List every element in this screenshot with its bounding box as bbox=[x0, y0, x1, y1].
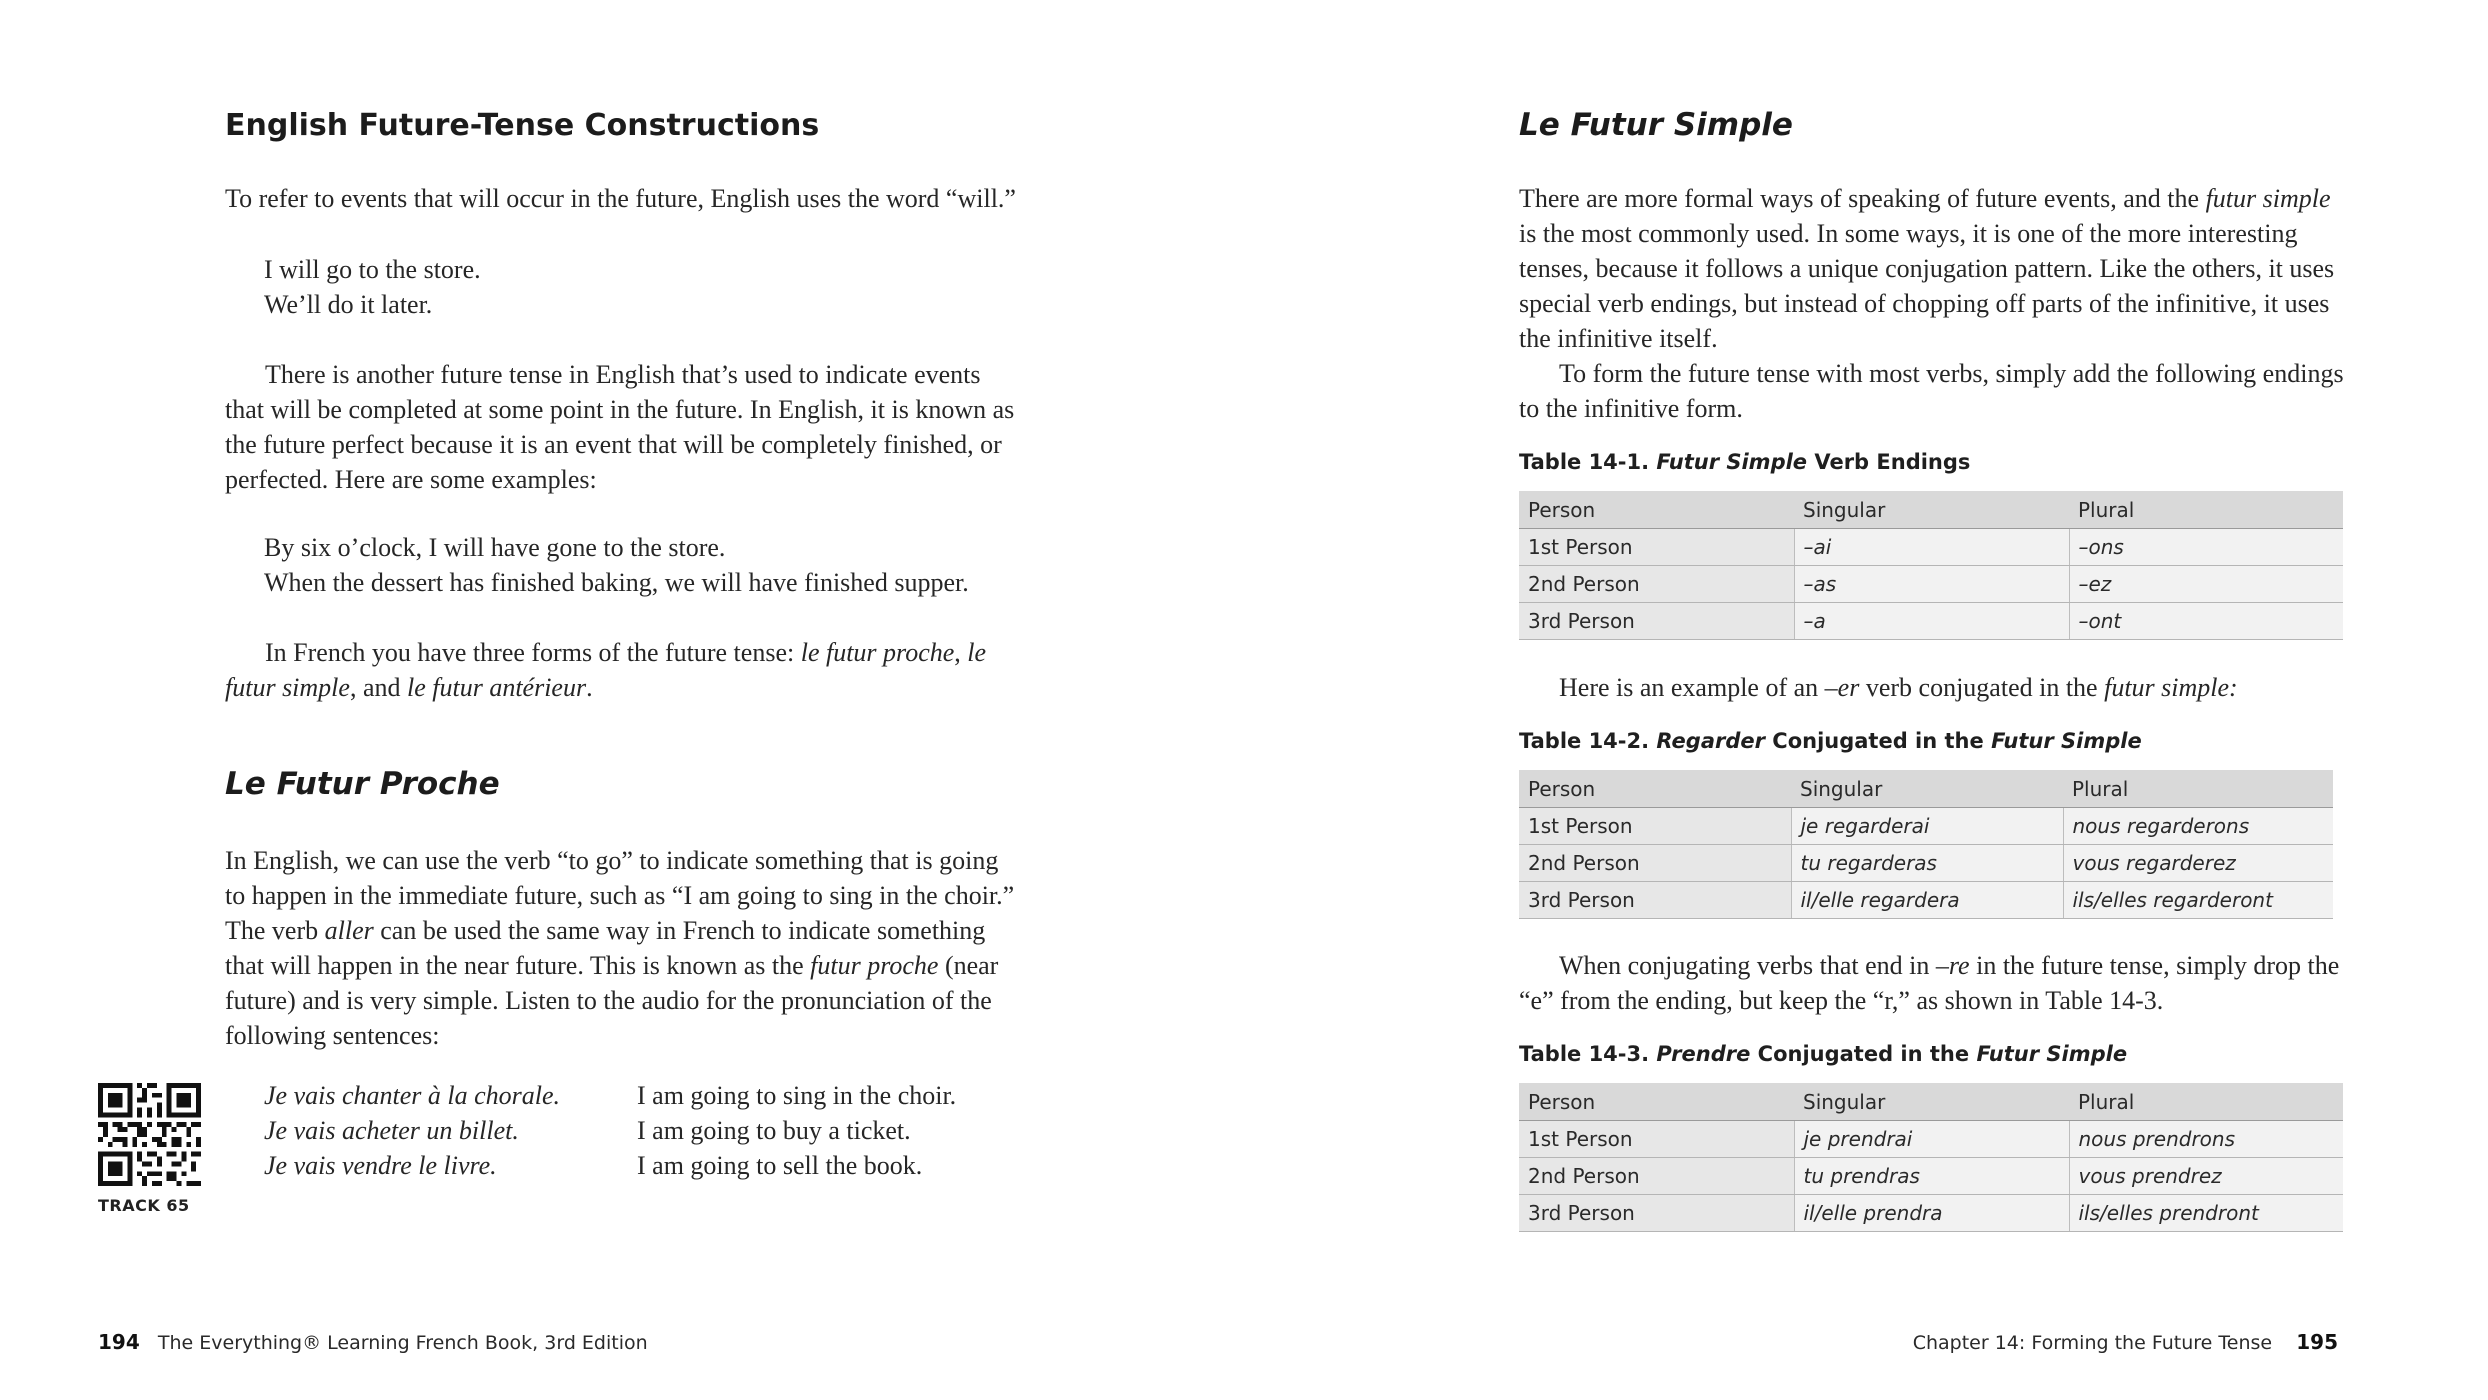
table-cell: nous regarderons bbox=[2063, 808, 2333, 845]
table-cell: tu prendras bbox=[1794, 1158, 2069, 1195]
table-cell: nous prendrons bbox=[2069, 1121, 2343, 1158]
table-cell: –a bbox=[1794, 603, 2069, 640]
table-cell: tu regarderas bbox=[1791, 845, 2063, 882]
sentence-row bbox=[264, 1113, 956, 1148]
perfect-examples bbox=[264, 530, 969, 600]
intro-paragraph: To refer to events that will occur in the future, English uses the word “will.” bbox=[225, 184, 1016, 213]
table-cell: ils/elles regarderont bbox=[2063, 882, 2333, 919]
table-cell: –ez bbox=[2069, 566, 2343, 603]
column-header: Singular bbox=[1794, 491, 2069, 529]
table-row bbox=[1519, 845, 2333, 882]
table-cell: 3rd Person bbox=[1519, 882, 1791, 919]
table-row bbox=[1519, 882, 2333, 919]
sentence-row bbox=[264, 1078, 956, 1113]
table-cell: ils/elles prendront bbox=[2069, 1195, 2343, 1232]
table-prendre bbox=[1519, 1083, 2343, 1232]
table-row bbox=[1519, 1158, 2343, 1195]
simple-paragraph-2: To form the future tense with most verbs, simply add the following endings to the infinitive form. bbox=[1519, 359, 2344, 423]
table-verb-endings bbox=[1519, 491, 2343, 640]
example-line: We’ll do it later. bbox=[264, 290, 433, 319]
sentence-en: I am going to sing in the choir. bbox=[637, 1081, 957, 1110]
future-perfect-paragraph: There is another future tense in English that’s used to indicate events that will be completed at some point in the future. In English, it is known as the future perfect because it is an event that will be completely finished, or perfected. Here are some examples: bbox=[225, 360, 1015, 494]
table-cell: 3rd Person bbox=[1519, 1195, 1794, 1232]
column-header: Plural bbox=[2063, 770, 2333, 808]
table-cell: –ont bbox=[2069, 603, 2343, 640]
table-row bbox=[1519, 1195, 2343, 1232]
will-examples bbox=[264, 252, 481, 322]
sentence-fr: Je vais vendre le livre. bbox=[264, 1151, 497, 1180]
table-regarder bbox=[1519, 770, 2333, 919]
column-header: Plural bbox=[2069, 491, 2343, 529]
table-cell: vous prendrez bbox=[2069, 1158, 2343, 1195]
table-caption-3: Table 14-3. Prendre Conjugated in the Futur Simple bbox=[1519, 1042, 2128, 1066]
example-line: When the dessert has finished baking, we will have finished supper. bbox=[264, 568, 969, 597]
table-cell: il/elle prendra bbox=[1794, 1195, 2069, 1232]
qr-code-icon[interactable] bbox=[98, 1083, 201, 1186]
sentence-en: I am going to sell the book. bbox=[637, 1151, 923, 1180]
table-cell: je regarderai bbox=[1791, 808, 2063, 845]
table-row bbox=[1519, 1121, 2343, 1158]
simple-paragraph-1: There are more formal ways of speaking of future events, and the futur simple is the most commonly used. In some ways, it is one of the more interesting tenses, because it follows a unique conjugation pattern. Like the others, it uses special verb endings, but instead of chopping off parts of the infinitive, it uses the infinitive itself. bbox=[1519, 184, 2335, 353]
page-number: 194 bbox=[98, 1330, 140, 1354]
page-number: 195 bbox=[2296, 1330, 2338, 1354]
column-header: Person bbox=[1519, 1083, 1794, 1121]
table-header-row bbox=[1519, 491, 2343, 529]
table-cell: 2nd Person bbox=[1519, 845, 1791, 882]
table-row bbox=[1519, 603, 2343, 640]
table-cell: 3rd Person bbox=[1519, 603, 1794, 640]
track-label: TRACK 65 bbox=[98, 1196, 190, 1215]
table-cell: –ons bbox=[2069, 529, 2343, 566]
column-header: Singular bbox=[1794, 1083, 2069, 1121]
column-header: Person bbox=[1519, 491, 1794, 529]
table-header-row bbox=[1519, 1083, 2343, 1121]
table-cell: 2nd Person bbox=[1519, 1158, 1794, 1195]
sentence-list bbox=[264, 1078, 956, 1183]
sentence-en: I am going to buy a ticket. bbox=[637, 1116, 911, 1145]
table-caption-1: Table 14-1. Futur Simple Verb Endings bbox=[1519, 450, 1971, 474]
table-header-row bbox=[1519, 770, 2333, 808]
table-cell: 1st Person bbox=[1519, 1121, 1794, 1158]
sentence-fr: Je vais chanter à la chorale. bbox=[264, 1081, 561, 1110]
column-header: Person bbox=[1519, 770, 1791, 808]
chapter-title: Chapter 14: Forming the Future Tense bbox=[1912, 1332, 2273, 1354]
right-footer bbox=[1913, 1330, 2338, 1354]
table-row bbox=[1519, 808, 2333, 845]
three-forms-paragraph: In French you have three forms of the future tense: le futur proche, le futur simple, and le futur antérieur. bbox=[225, 638, 987, 702]
table-cell: vous regarderez bbox=[2063, 845, 2333, 882]
proche-paragraph: In English, we can use the verb “to go” to indicate something that is going to happen in the immediate future, such as “I am going to sing in the choir.” The verb aller can be used the same way in French to indicate something that will happen in the near future. This is known as the futur proche (near future) and is very simple. Listen to the audio for the pronunciation of the following sentences: bbox=[225, 846, 1015, 1050]
column-header: Singular bbox=[1791, 770, 2063, 808]
example-intro-paragraph: Here is an example of an –er verb conjugated in the futur simple: bbox=[1559, 673, 2238, 702]
table-cell: je prendrai bbox=[1794, 1121, 2069, 1158]
right-page bbox=[1244, 0, 2488, 1400]
table-cell: –as bbox=[1794, 566, 2069, 603]
example-line: I will go to the store. bbox=[264, 255, 481, 284]
table-cell: 1st Person bbox=[1519, 808, 1791, 845]
left-footer bbox=[98, 1330, 648, 1354]
heading-futur-proche: Le Futur Proche bbox=[225, 766, 500, 802]
table-cell: 1st Person bbox=[1519, 529, 1794, 566]
sentence-fr: Je vais acheter un billet. bbox=[264, 1116, 519, 1145]
example-line: By six o’clock, I will have gone to the store. bbox=[264, 533, 726, 562]
table-caption-2: Table 14-2. Regarder Conjugated in the Futur Simple bbox=[1519, 729, 2142, 753]
table-cell: il/elle regardera bbox=[1791, 882, 2063, 919]
re-verbs-paragraph: When conjugating verbs that end in –re in the future tense, simply drop the “e” from the ending, but keep the “r,” as shown in Table 14-3. bbox=[1519, 951, 2340, 1015]
book-title: The Everything® Learning French Book, 3rd Edition bbox=[157, 1332, 648, 1354]
heading-english-future: English Future-Tense Constructions bbox=[225, 108, 820, 143]
table-cell: –ai bbox=[1794, 529, 2069, 566]
heading-futur-simple: Le Futur Simple bbox=[1519, 107, 1793, 143]
table-row bbox=[1519, 566, 2343, 603]
sentence-row bbox=[264, 1148, 956, 1183]
table-cell: 2nd Person bbox=[1519, 566, 1794, 603]
column-header: Plural bbox=[2069, 1083, 2343, 1121]
table-row bbox=[1519, 529, 2343, 566]
